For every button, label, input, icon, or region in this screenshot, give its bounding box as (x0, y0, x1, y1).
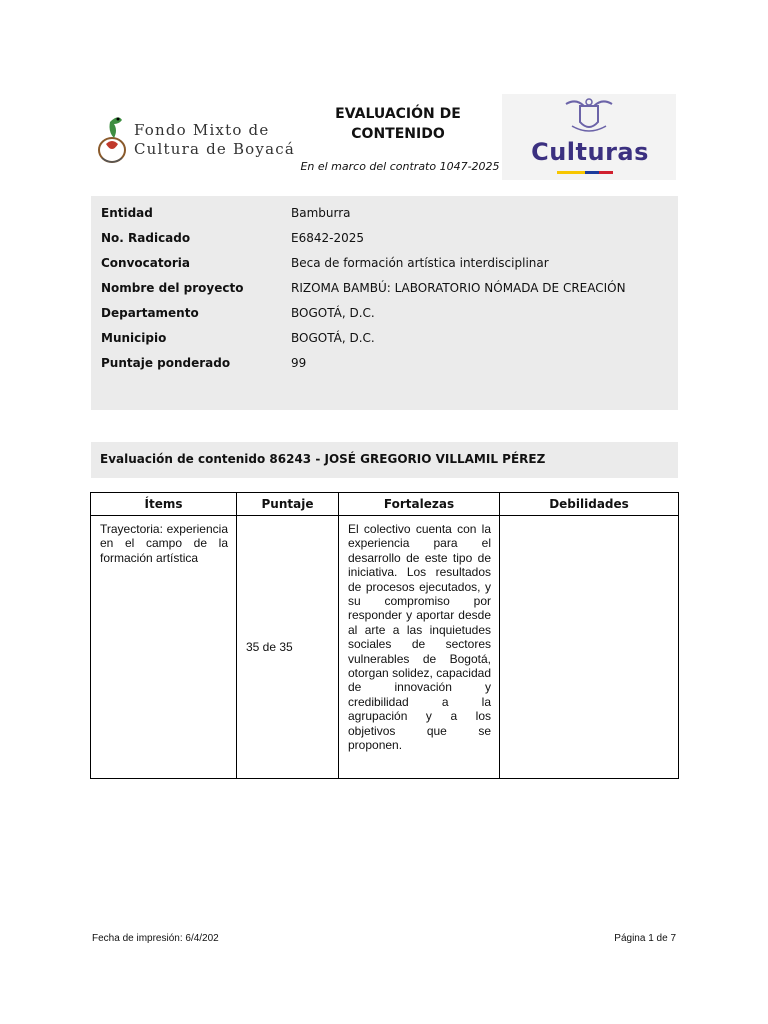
info-value: RIZOMA BAMBÚ: LABORATORIO NÓMADA DE CREACIÓN (291, 281, 626, 295)
bird-emblem-icon (92, 110, 132, 166)
footer-print-date: Fecha de impresión: 6/4/202 (92, 933, 219, 944)
info-label: Departamento (101, 306, 199, 320)
cell-weaknesses (500, 516, 679, 779)
column-header-puntaje: Puntaje (237, 493, 339, 516)
info-label: Convocatoria (101, 256, 190, 270)
logo-text-line1: Fondo Mixto de (134, 121, 270, 139)
colombia-coat-of-arms-icon (554, 96, 624, 136)
cell-score: 35 de 35 (237, 516, 339, 779)
info-label: Municipio (101, 331, 167, 345)
table-row (91, 516, 679, 779)
document-subtitle: En el marco del contrato 1047-2025 (300, 160, 500, 173)
info-value: Beca de formación artística interdisciplinar (291, 256, 549, 270)
column-header-fortalezas: Fortalezas (339, 493, 500, 516)
footer-page-number: Página 1 de 7 (614, 933, 676, 944)
info-value: BOGOTÁ, D.C. (291, 306, 375, 320)
evaluation-table (90, 492, 679, 779)
fondo-mixto-logo (92, 110, 302, 170)
table-header-row (91, 493, 679, 516)
logo-text-line2: Cultura de Boyacá (134, 140, 295, 158)
info-value: Bamburra (291, 206, 351, 220)
culturas-wordmark: Culturas (531, 138, 649, 166)
title-line1: EVALUACIÓN DE (335, 106, 461, 122)
title-line2: CONTENIDO (351, 126, 445, 142)
evaluation-title-bar (91, 442, 678, 478)
info-value: 99 (291, 356, 307, 370)
column-header-items: Ítems (91, 493, 237, 516)
cell-item: Trayectoria: experiencia en el campo de la formación artística (91, 516, 237, 779)
evaluation-title: Evaluación de contenido 86243 - JOSÉ GREGORIO VILLAMIL PÉREZ (100, 452, 546, 466)
column-header-debilidades: Debilidades (500, 493, 679, 516)
info-label: Puntaje ponderado (101, 356, 231, 370)
project-info-box (91, 196, 678, 410)
info-label: Nombre del proyecto (101, 281, 244, 295)
colombia-flag-stripe (557, 171, 613, 174)
info-value: E6842-2025 (291, 231, 364, 245)
info-label: Entidad (101, 206, 153, 220)
info-value: BOGOTÁ, D.C. (291, 331, 375, 345)
info-label: No. Radicado (101, 231, 191, 245)
cell-strengths: El colectivo cuenta con la experiencia para el desarrollo de este tipo de iniciativa. Los resultados de procesos ejecutados, y su compromiso por responder y aportar desde al arte a las inquietudes sociales de sectores vulnerables de Bogotá, otorgan solidez, capacidad de innovación y credibilidad a la agrupación y a los objetivos que se proponen. (339, 516, 500, 779)
document-title (318, 104, 478, 144)
culturas-logo (502, 94, 676, 180)
